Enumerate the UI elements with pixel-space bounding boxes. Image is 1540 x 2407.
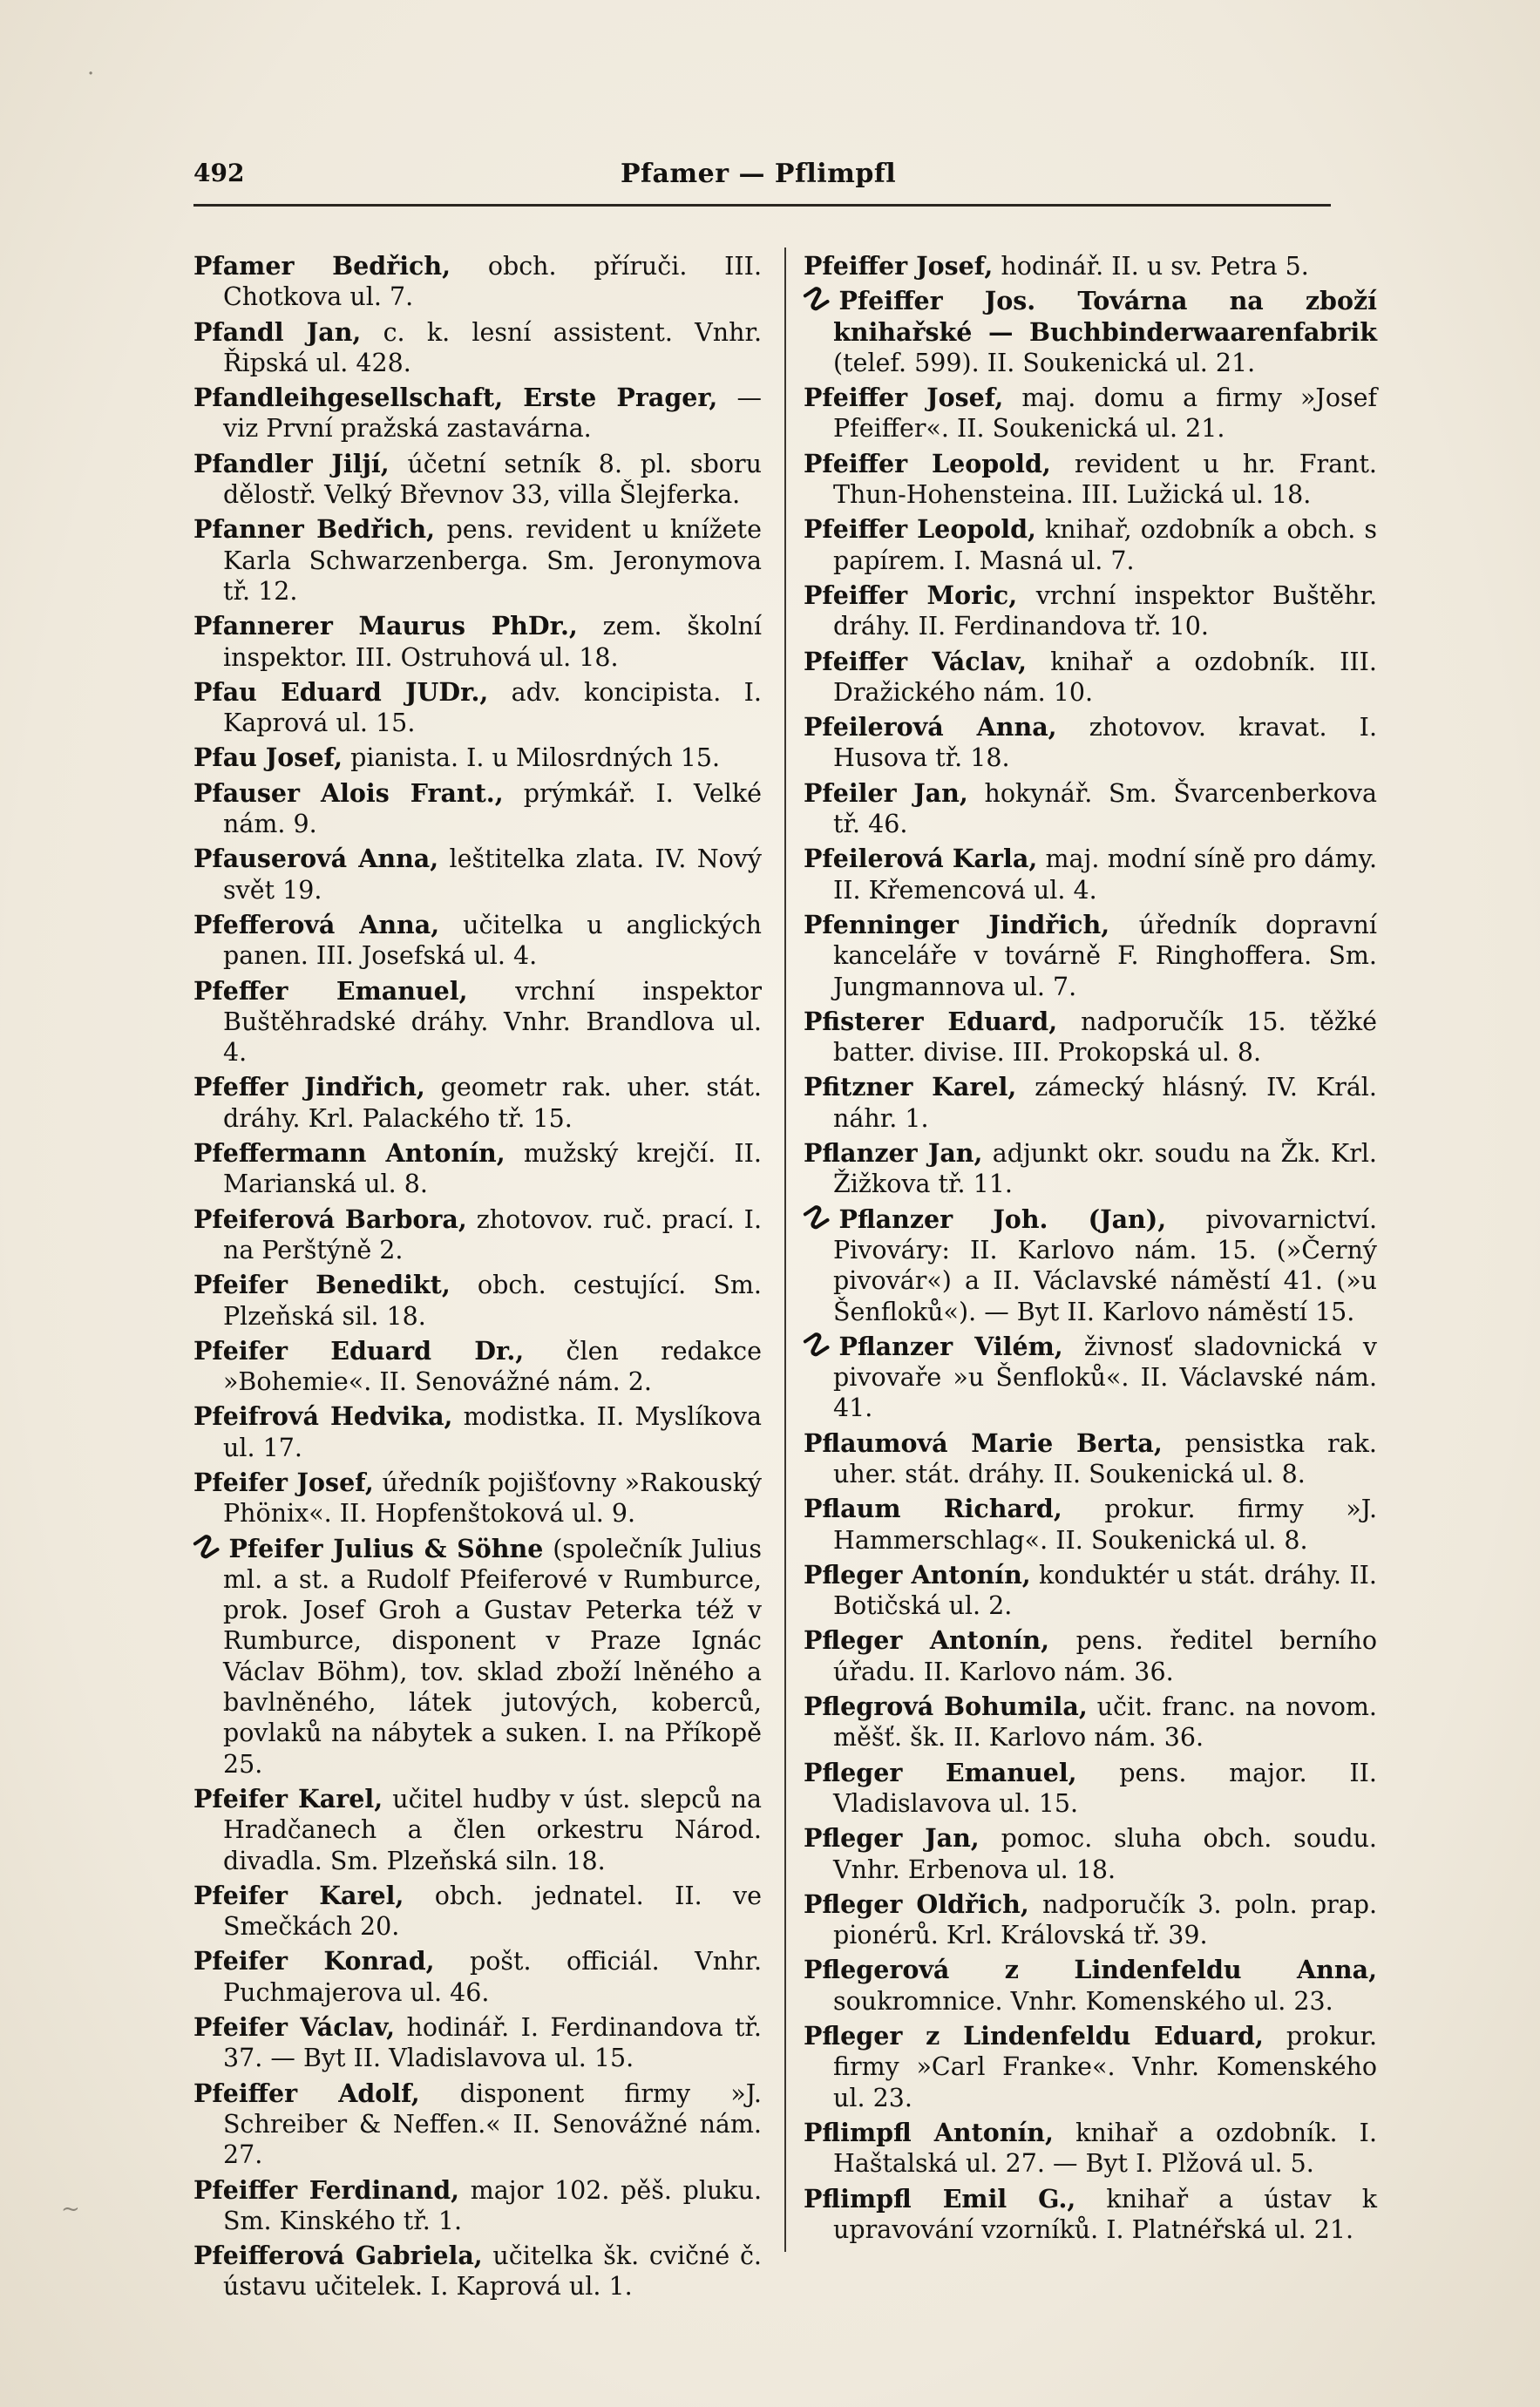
entry-name: Pfleger Oldřich, — [804, 1888, 1029, 1919]
entry-details: c. k. lesní assistent. Vnhr. Řipská ul. 428. — [223, 317, 763, 377]
entry-name: Pflanzer Jan, — [804, 1138, 983, 1169]
directory-entry — [804, 712, 1377, 774]
directory-entry — [804, 383, 1377, 444]
entry-name: Pfandl Jan, — [193, 316, 362, 347]
entry-details: geometr rak. uher. stát. dráhy. Krl. Palackého tř. 15. — [223, 1073, 762, 1133]
entry-name: Pfeifer Karel, — [193, 1880, 404, 1910]
entry-name: Pflaumová Marie Berta, — [804, 1427, 1163, 1458]
directory-entry — [804, 1625, 1377, 1687]
entry-details: soukromnice. Vnhr. Komenského ul. 23. — [833, 1986, 1333, 2016]
entry-details: prokur. firmy »Carl Franke«. Vnhr. Komenského ul. 23. — [833, 2022, 1378, 2112]
entry-name: Pfefferová Anna, — [193, 909, 440, 939]
entry-details: disponent firmy »J. Schreiber & Neffen.« II. Senovážné nám. 27. — [223, 2078, 762, 2170]
directory-entry — [188, 1526, 762, 1780]
registered-firm-icon: ☡ — [188, 1526, 226, 1569]
entry-name: Pfeifrová Hedvika, — [193, 1401, 453, 1432]
entry-details: pens. ředitel berního úřadu. II. Karlovo nám. 36. — [833, 1626, 1377, 1686]
entry-details: učitel hudby v úst. slepců na Hradčanech a člen orkestru Národ. divadla. Sm. Plzeňská siln. 18. — [223, 1784, 762, 1875]
entry-details: knihař, ozdobník a obch. s papírem. I. Masná ul. 7. — [833, 515, 1377, 575]
column-divider — [784, 247, 786, 2252]
entry-details: nadporučík 3. poln. prap. pionérů. Krl. Královská tř. 39. — [833, 1889, 1377, 1950]
directory-entry — [804, 1494, 1377, 1556]
directory-entry — [193, 1468, 762, 1529]
entry-details: (telef. 599). II. Soukenická ul. 21. — [833, 348, 1256, 377]
directory-entry — [804, 1889, 1377, 1951]
entry-details: maj. domu a firmy »Josef Pfeiffer«. II. Soukenická ul. 21. — [833, 383, 1378, 444]
entry-name: Pfeiffer Moric, — [804, 580, 1018, 610]
entry-details: major 102. pěš. pluku. Sm. Kinského tř. 1. — [223, 2175, 763, 2235]
entry-name: Pfeiffer Adolf, — [193, 2078, 420, 2108]
registered-firm-icon: ☡ — [798, 1197, 836, 1239]
directory-entry — [193, 611, 762, 673]
entry-details: — viz První pražská zastavárna. — [223, 383, 763, 444]
directory-entry — [804, 1955, 1377, 2017]
entry-name: Pfau Josef, — [193, 742, 343, 773]
entry-details: úředník dopravní kanceláře v továrně F. Ringhoffera. Sm. Jungmannova ul. 7. — [833, 910, 1377, 1001]
entry-name: Pfamer Bedřich, — [193, 251, 451, 281]
entry-name: Pfenninger Jindřich, — [804, 909, 1110, 939]
entry-name: Pfau Eduard JUDr., — [193, 676, 489, 707]
entry-details: pivovarnictví. Pivováry: II. Karlovo nám. 15. (»Černý pivovár«) a II. Václavské náměstí 41. (»u Šenfloků«). — Byt II. Karlovo náměstí 15. — [833, 1204, 1378, 1326]
entry-name: Pfandleihgesellschaft, Erste Prager, — [193, 383, 718, 413]
entry-details: konduktér u stát. dráhy. II. Botičská ul. 2. — [833, 1560, 1377, 1621]
entry-details: učit. franc. na novom. měšť. šk. II. Karlovo nám. 36. — [833, 1692, 1377, 1753]
entry-details: knihař a ozdobník. III. Dražického nám. 10. — [833, 647, 1377, 707]
directory-entry — [193, 2012, 762, 2074]
directory-entry — [193, 742, 762, 773]
directory-entry — [804, 1428, 1377, 1490]
entry-details: hodinář. I. Ferdinandova tř. 37. — Byt II. Vladislavova ul. 15. — [223, 2013, 762, 2073]
entry-name: Pfleger Antonín, — [804, 1559, 1031, 1590]
entry-details: obch. jednatel. II. ve Smečkách 20. — [223, 1881, 762, 1942]
entry-details: učitelka šk. cvičné č. ústavu učitelek. I. Kaprová ul. 1. — [223, 2241, 762, 2302]
registered-firm-icon: ☡ — [798, 279, 836, 322]
entry-details: vrchní inspektor Buštěhradské dráhy. Vnhr. Brandlova ul. 4. — [223, 976, 762, 1068]
entry-details: vrchní inspektor Buštěhr. dráhy. II. Ferdinandova tř. 10. — [833, 580, 1377, 641]
entry-name: Pfitzner Karel, — [804, 1072, 1017, 1102]
entry-name: Pfeiferová Barbora, — [193, 1204, 467, 1234]
entry-name: Pfeiffer Ferdinand, — [193, 2174, 460, 2205]
directory-entry — [193, 844, 762, 905]
entry-details: účetní setník 8. pl. sboru dělostř. Velký Břevnov 33, villa Šlejferka. — [223, 449, 762, 510]
directory-entry — [193, 514, 762, 607]
entry-details: pomoc. sluha obch. soudu. Vnhr. Erbenova ul. 18. — [833, 1824, 1377, 1884]
entry-name: Pflanzer Joh. (Jan), — [838, 1204, 1167, 1234]
directory-entry — [804, 580, 1377, 642]
entry-name: Pfauserová Anna, — [193, 844, 439, 874]
right-column — [798, 251, 1378, 2249]
directory-entry — [804, 2118, 1377, 2180]
entry-details: pens. revident u knížete Karla Schwarzenberga. Sm. Jeronymova tř. 12. — [223, 515, 762, 606]
entry-details: zem. školní inspektor. III. Ostruhová ul. 18. — [223, 612, 762, 672]
entry-name: Pfleger Emanuel, — [804, 1757, 1077, 1787]
directory-entry — [193, 1204, 762, 1266]
directory-entry — [193, 910, 762, 972]
directory-entry — [804, 1072, 1377, 1134]
directory-entry — [804, 910, 1377, 1002]
entry-name: Pfeifer Julius & Söhne — [228, 1533, 544, 1563]
entry-name: Pfeilerová Karla, — [804, 844, 1038, 874]
entry-details: mužský krejčí. II. Marianská ul. 8. — [223, 1139, 762, 1199]
directory-entry — [804, 1758, 1377, 1820]
directory-entry — [798, 279, 1377, 378]
entry-name: Pfeffer Jindřich, — [193, 1072, 425, 1102]
margin-speck: · — [87, 61, 95, 87]
page-number: 492 — [193, 159, 245, 187]
header-rule — [193, 204, 1331, 207]
entry-details: knihař a ústav k upravování vzorníků. I. Platnéřská ul. 21. — [833, 2184, 1377, 2244]
entry-name: Pflegrová Bohumila, — [804, 1692, 1088, 1722]
entry-name: Pfisterer Eduard, — [804, 1006, 1058, 1036]
directory-entry — [193, 1138, 762, 1200]
entry-details: člen redakce »Bohemie«. II. Senovážné nám. 2. — [223, 1336, 763, 1397]
directory-entry — [804, 449, 1377, 511]
directory-entry — [804, 844, 1377, 905]
entry-details: pošt. officiál. Vnhr. Puchmajerova ul. 46. — [223, 1947, 763, 2007]
entry-details: hodinář. II. u sv. Petra 5. — [1001, 252, 1309, 281]
entry-name: Pfeiffer Josef, — [804, 383, 1004, 413]
directory-entry — [804, 647, 1377, 709]
entry-name: Pfeifer Eduard Dr., — [193, 1335, 525, 1366]
directory-entry — [798, 1197, 1378, 1327]
entry-name: Pfeffer Emanuel, — [193, 975, 468, 1006]
directory-entry — [804, 1692, 1377, 1753]
directory-entry — [804, 514, 1377, 576]
registered-firm-icon: ☡ — [798, 1324, 836, 1366]
entry-name: Pfeiffer Václav, — [804, 646, 1028, 676]
entry-name: Pflimpfl Emil G., — [804, 2183, 1076, 2214]
directory-entry — [193, 1270, 762, 1332]
entry-details: (společník Julius ml. a st. a Rudolf Pfeiferové v Rumburce, prok. Josef Groh a Gustav Peterka též v Rumburce, disponent v Praze Ignác Václav Böhm), tov. sklad zboží lněného a bavlněného, látek jutových, koberců, povlaků na nábytek a suken. I. na Příkopě 25. — [223, 1534, 762, 1779]
entry-name: Pfleger Antonín, — [804, 1625, 1050, 1656]
entry-name: Pfeifer Benedikt, — [193, 1270, 451, 1300]
entry-details: zhotovov. ruč. prací. I. na Perštýně 2. — [223, 1204, 762, 1265]
entry-details: pensistka rak. uher. stát. dráhy. II. Soukenická ul. 8. — [833, 1428, 1377, 1488]
entry-name: Pfannerer Maurus PhDr., — [193, 611, 578, 641]
directory-entry — [193, 1946, 762, 2008]
directory-entry — [804, 778, 1377, 840]
entry-name: Pfeiffer Leopold, — [804, 514, 1036, 545]
directory-entry — [193, 251, 762, 313]
directory-entry — [798, 1324, 1377, 1424]
directory-entry — [804, 1823, 1377, 1885]
directory-entry — [804, 1138, 1377, 1200]
directory-entry — [193, 2175, 762, 2237]
entry-name: Pfleger Jan, — [804, 1823, 980, 1854]
entry-name: Pfeifer Václav, — [193, 2012, 396, 2043]
entry-name: Pflanzer Vilém, — [838, 1331, 1063, 1361]
entry-details: učitelka u anglických panen. III. Josefská ul. 4. — [223, 910, 763, 971]
entry-details: úředník pojišťovny »Rakouský Phönix«. II. Hopfenštoková ul. 9. — [223, 1468, 763, 1529]
entry-name: Pfeifer Josef, — [193, 1467, 374, 1497]
entry-details: nadporučík 15. těžké batter. divise. III. Prokopská ul. 8. — [833, 1007, 1377, 1068]
directory-entry — [193, 778, 762, 840]
entry-name: Pfanner Bedřich, — [193, 514, 436, 545]
directory-entry — [193, 2241, 762, 2302]
entry-name: Pfeiffer Jos. Továrna na zboží knihařské — Buchbinderwaarenfabrik — [833, 286, 1377, 347]
entry-details: leštitelka zlata. IV. Nový svět 19. — [223, 844, 762, 905]
entry-name: Pfleger z Lindenfeldu Eduard, — [804, 2021, 1264, 2051]
entry-details: prýmkář. I. Velké nám. 9. — [223, 778, 762, 839]
margin-speck: ~ — [61, 2196, 80, 2222]
entry-name: Pflimpfl Antonín, — [804, 2117, 1054, 2147]
entry-name: Pfeifer Konrad, — [193, 1946, 435, 1976]
directory-entry — [193, 1881, 762, 1943]
entry-details: knihař a ozdobník. I. Haštalská ul. 27. — Byt I. Plžová ul. 5. — [833, 2118, 1378, 2179]
entry-details: prokur. firmy »J. Hammerschlag«. II. Soukenická ul. 8. — [833, 1495, 1377, 1555]
entry-details: hokynář. Sm. Švarcenberkova tř. 46. — [833, 778, 1377, 839]
directory-entry — [193, 1336, 762, 1398]
entry-name: Pflegerová z Lindenfeldu Anna, — [804, 1955, 1377, 1985]
directory-entry — [804, 1560, 1377, 1622]
directory-entry — [804, 2184, 1377, 2246]
left-column — [188, 251, 763, 2307]
directory-entry — [193, 1401, 762, 1463]
entry-name: Pfeifferová Gabriela, — [193, 2241, 483, 2271]
entry-name: Pfeiffer Leopold, — [804, 448, 1051, 478]
entry-details: revident u hr. Frant. Thun-Hohensteina. III. Lužická ul. 18. — [833, 449, 1377, 510]
directory-entry — [193, 317, 762, 379]
entry-details: živnosť sladovnická v pivovaře »u Šenfloků«. II. Václavské nám. 41. — [833, 1332, 1377, 1423]
entry-name: Pfeilerová Anna, — [804, 712, 1057, 742]
entry-details: adv. koncipista. I. Kaprová ul. 15. — [223, 677, 762, 738]
entry-details: zhotovov. kravat. I. Husova tř. 18. — [833, 713, 1378, 773]
directory-entry — [193, 383, 762, 444]
entry-details: zámecký hlásný. IV. Král. náhr. 1. — [833, 1073, 1377, 1133]
entry-name: Pfeffermann Antonín, — [193, 1138, 505, 1169]
entry-details: pianista. I. u Milosrdných 15. — [350, 743, 721, 773]
directory-entry — [804, 251, 1377, 281]
page-header — [193, 159, 1326, 202]
entry-name: Pfeiler Jan, — [804, 777, 968, 808]
entry-name: Pfeifer Karel, — [193, 1783, 383, 1814]
entry-name: Pflaum Richard, — [804, 1494, 1062, 1524]
entry-name: Pfeiffer Josef, — [804, 251, 994, 281]
directory-entry — [193, 1072, 762, 1134]
entry-details: maj. modní síně pro dámy. II. Křemencová ul. 4. — [833, 844, 1378, 905]
running-head: Pfamer — Pflimpfl — [621, 159, 897, 189]
directory-entry — [804, 1007, 1377, 1068]
entry-details: obch. příruči. III. Chotkova ul. 7. — [223, 252, 763, 312]
directory-entry — [193, 976, 762, 1068]
directory-entry — [193, 449, 762, 511]
entry-details: pens. major. II. Vladislavova ul. 15. — [833, 1758, 1377, 1818]
entry-details: adjunkt okr. soudu na Žk. Krl. Žižkova tř. 11. — [833, 1139, 1377, 1199]
entry-details: modistka. II. Myslíkova ul. 17. — [223, 1402, 762, 1462]
directory-entry — [193, 677, 762, 739]
directory-entry — [193, 1784, 762, 1876]
entry-name: Pfauser Alois Frant., — [193, 777, 504, 808]
directory-entry — [804, 2021, 1377, 2113]
entry-details: obch. cestující. Sm. Plzeňská sil. 18. — [223, 1271, 762, 1331]
entry-name: Pfandler Jiljí, — [193, 448, 390, 478]
directory-entry — [193, 2078, 762, 2171]
